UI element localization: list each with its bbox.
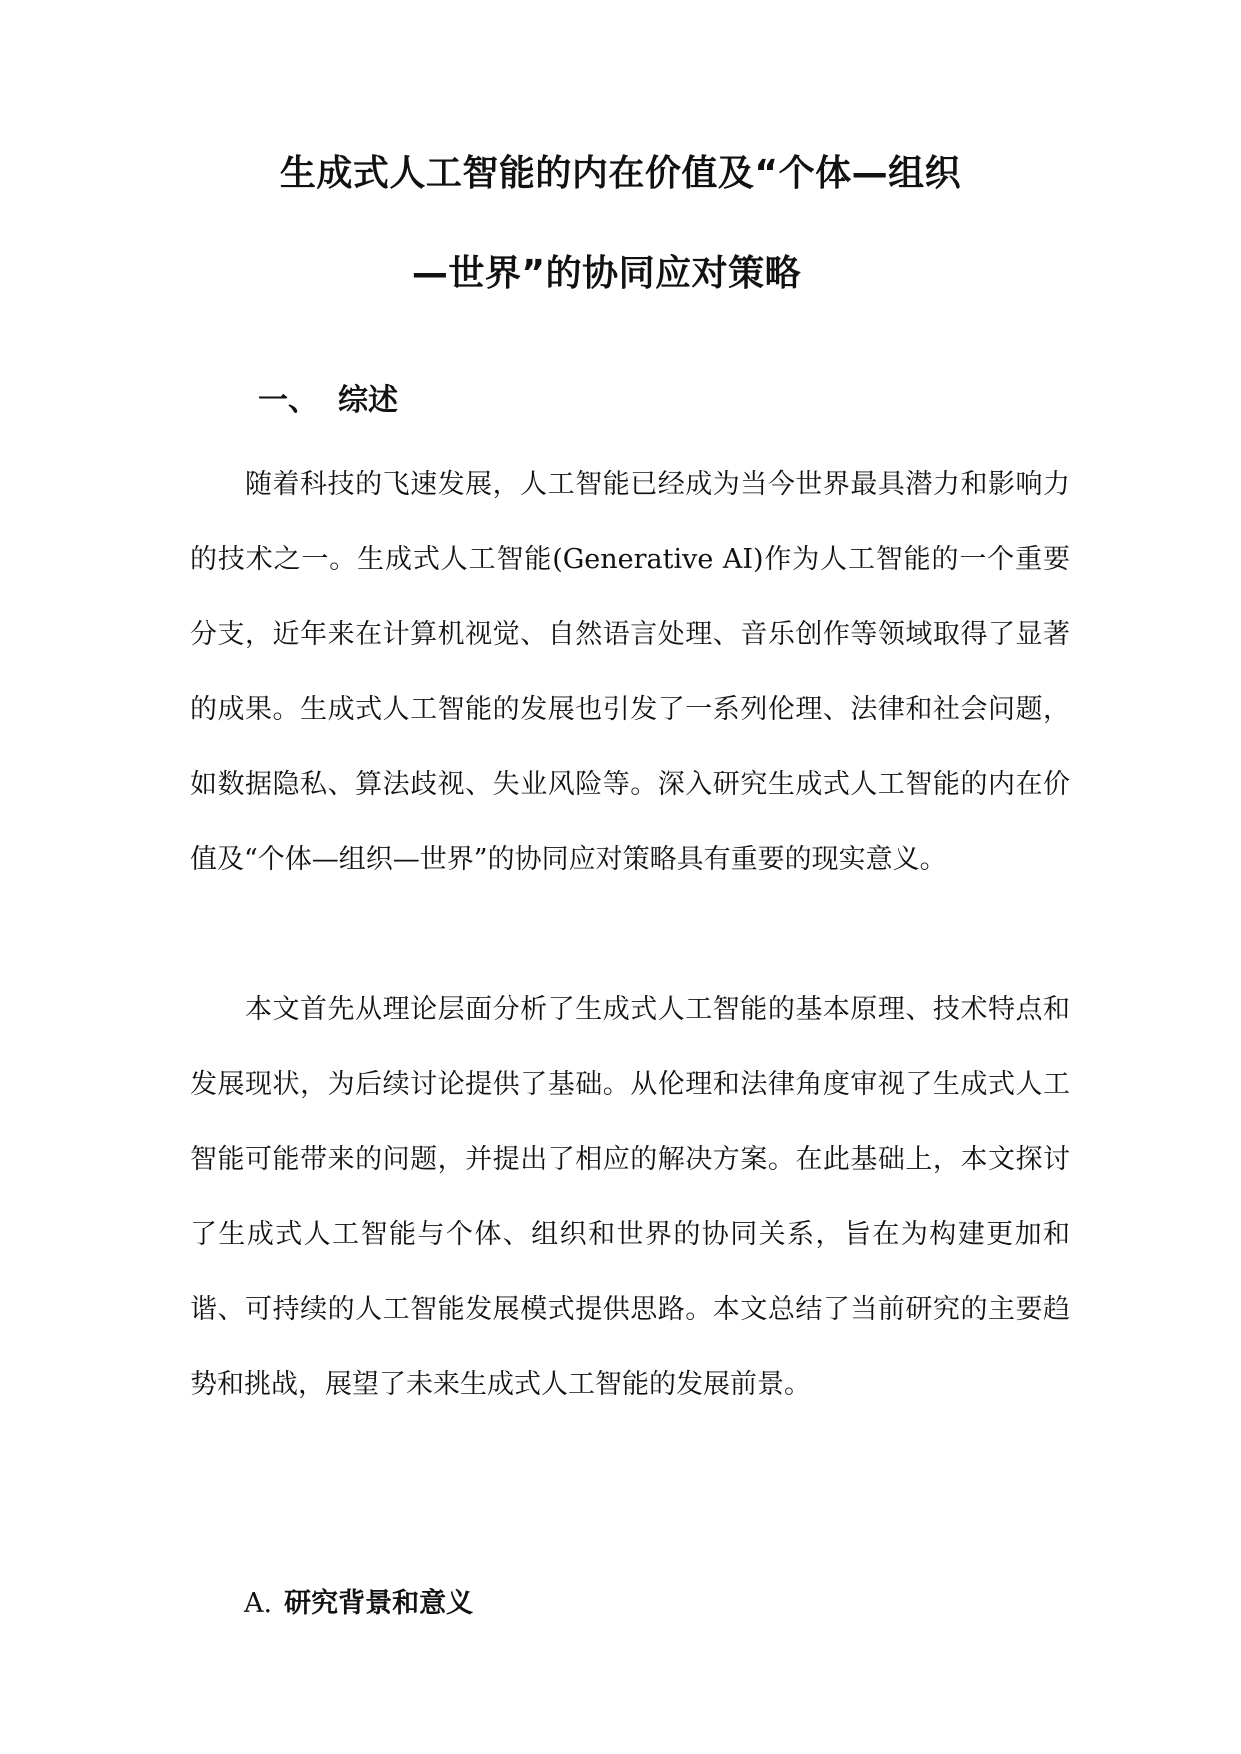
document-title-line-2: —世界”的协同应对策略 <box>411 253 802 294</box>
subsection-letter: A. <box>244 1588 273 1619</box>
paragraph-2: 本文首先从理论层面分析了生成式人工智能的基本原理、技术特点和发展现状，为后续讨论提供了基础。从伦理和法律角度审视了生成式人工智能可能带来的问题，并提出了相应的解决方案。在此基础上，本文探讨了生成式人工智能与个体、组织和世界的协同关系，旨在为构建更加和谐、可持续的人工智能发展模式提供思路。本文总结了当前研究的主要趋势和挑战，展望了未来生成式人工智能的发展前景。 <box>190 994 1070 1400</box>
section-title: 综述 <box>338 383 398 418</box>
document-title-line-1: 生成式人工智能的内在价值及“个体—组织 <box>279 153 962 194</box>
subsection-title: 研究背景和意义 <box>284 1588 474 1619</box>
section-number: 一、 <box>258 383 318 418</box>
subsection-heading-background <box>244 1586 473 1622</box>
section-heading-overview <box>258 381 398 421</box>
paragraph-1: 随着科技的飞速发展，人工智能已经成为当今世界最具潜力和影响力的技术之一。生成式人工智能(Generative AI)作为人工智能的一个重要分支，近年来在计算机视觉、自然语言处理、音乐创作等领域取得了显著的成果。生成式人工智能的发展也引发了一系列伦理、法律和社会问题，如数据隐私、算法歧视、失业风险等。深入研究生成式人工智能的内在价值及“个体—组织—世界”的协同应对策略具有重要的现实意义。 <box>190 469 1070 875</box>
